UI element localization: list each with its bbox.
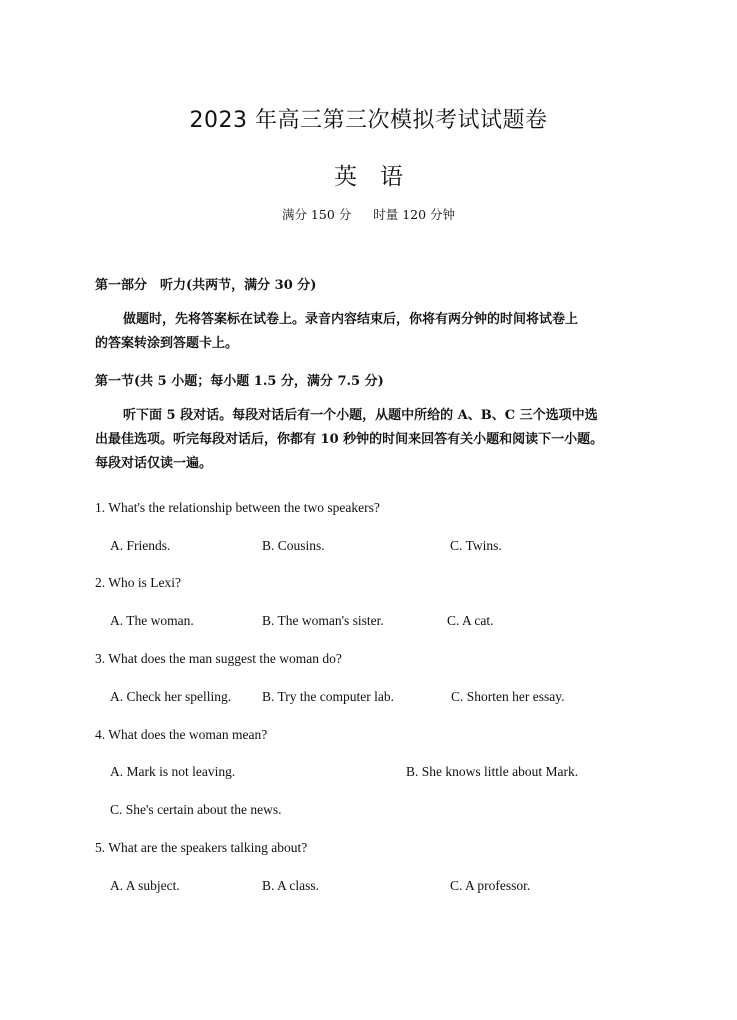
section1-instructions-line3: 每段对话仅读一遍。	[95, 456, 213, 471]
option-b: B. She knows little about Mark.	[406, 764, 579, 779]
option-c: C. She's certain about the news.	[110, 802, 282, 817]
part1-instructions-line1: 做题时，先将答案标在试卷上。录音内容结束后，你将有两分钟的时间将试卷上	[123, 312, 579, 327]
option-a: A. Friends.	[110, 538, 171, 553]
option-b: B. A class.	[262, 878, 320, 893]
option-b: B. The woman's sister.	[262, 613, 384, 628]
option-a: A. Mark is not leaving.	[110, 764, 236, 779]
option-a: A. Check her spelling.	[110, 689, 232, 704]
exam-title: 2023 年高三第三次模拟考试试题卷	[189, 108, 548, 133]
question-stem: 4. What does the woman mean?	[95, 727, 268, 742]
option-c: C. Twins.	[450, 538, 502, 553]
full-score: 满分 150 分	[281, 207, 352, 222]
question-stem: 3. What does the man suggest the woman do?	[95, 651, 342, 666]
option-a: A. A subject.	[110, 878, 180, 893]
option-c: C. A professor.	[450, 878, 531, 893]
question-stem: 2. Who is Lexi?	[95, 575, 181, 590]
part1-instructions-line2: 的答案转涂到答题卡上。	[95, 336, 239, 351]
time-limit: 时量 120 分钟	[373, 207, 456, 222]
part1-heading: 第一部分 听力(共两节，满分 30 分)	[95, 278, 317, 293]
section1-heading: 第一节(共 5 小题；每小题 1.5 分，满分 7.5 分)	[95, 374, 384, 389]
question-stem: 5. What are the speakers talking about?	[95, 840, 308, 855]
option-b: B. Try the computer lab.	[262, 689, 394, 704]
option-a: A. The woman.	[110, 613, 194, 628]
question-stem: 1. What's the relationship between the two speakers?	[95, 500, 380, 515]
option-c: C. A cat.	[447, 613, 494, 628]
section1-instructions-line1: 听下面 5 段对话。每段对话后有一个小题，从题中所给的 A、B、C 三个选项中选	[123, 408, 598, 423]
exam-meta	[0, 205, 737, 223]
option-c: C. Shorten her essay.	[451, 689, 565, 704]
subject-title: 英 语	[334, 164, 403, 190]
option-b: B. Cousins.	[262, 538, 325, 553]
section1-instructions-line2: 出最佳选项。听完每段对话后，你都有 10 秒钟的时间来回答有关小题和阅读下一小题。	[95, 432, 604, 447]
